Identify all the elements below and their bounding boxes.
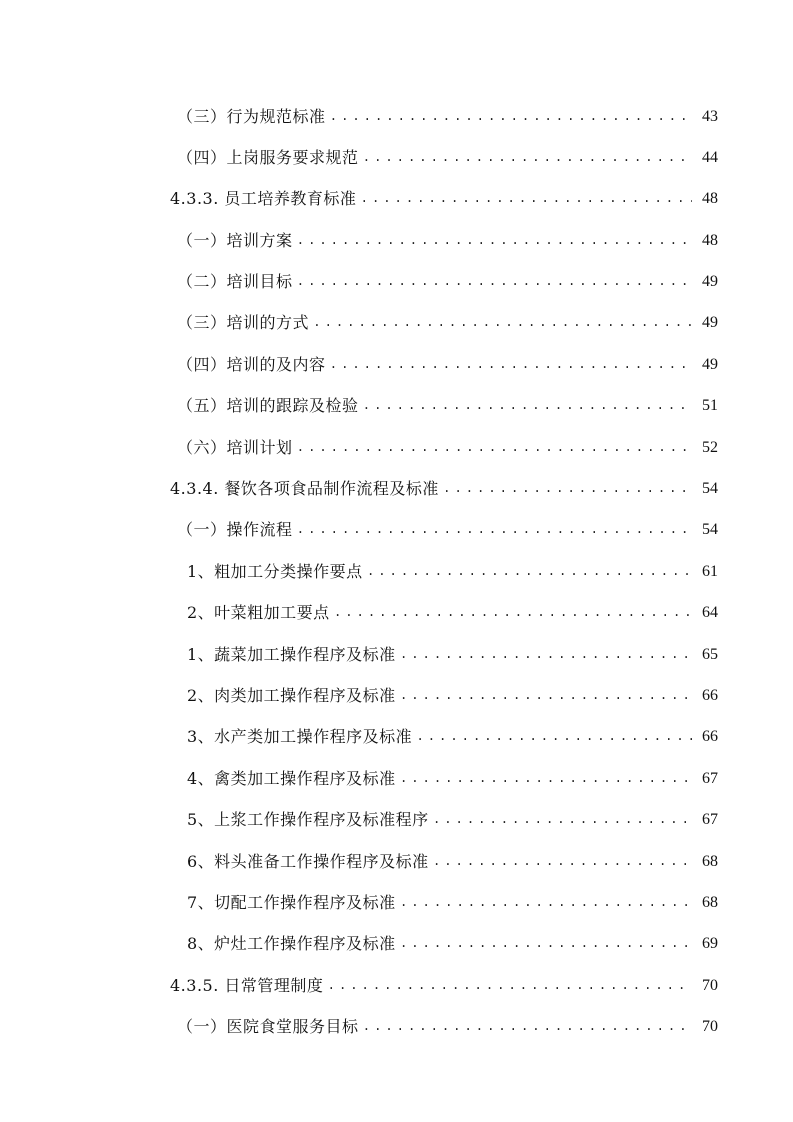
toc-entry[interactable] — [177, 433, 718, 463]
toc-entry-title: 4、禽类加工操作程序及标准 — [187, 769, 396, 788]
toc-entry-page: 68 — [702, 894, 718, 911]
toc-entry-page: 70 — [702, 977, 718, 994]
toc-entry[interactable] — [187, 598, 718, 628]
toc-entry-page: 65 — [702, 646, 718, 663]
toc-entry[interactable] — [177, 1012, 718, 1042]
toc-leader-dots — [363, 1012, 692, 1042]
toc-entry-title: （四）培训的及内容 — [177, 355, 326, 374]
toc-entry-title: 2、叶菜粗加工要点 — [187, 603, 330, 622]
toc-entry-title: （三）培训的方式 — [177, 313, 310, 332]
toc-entry-page: 61 — [702, 563, 718, 580]
toc-entry-page: 49 — [702, 273, 718, 290]
toc-entry-page: 67 — [702, 811, 718, 828]
toc-entry-page: 43 — [702, 108, 718, 125]
toc-entry-page: 54 — [702, 521, 718, 538]
toc-leader-dots — [360, 184, 692, 214]
toc-entry[interactable] — [187, 681, 718, 711]
toc-leader-dots — [330, 350, 692, 380]
toc-entry[interactable] — [170, 971, 718, 1001]
toc-leader-dots — [400, 640, 692, 670]
toc-leader-dots — [400, 764, 692, 794]
toc-entry-page: 67 — [702, 770, 718, 787]
toc-entry-title: （五）培训的跟踪及检验 — [177, 396, 359, 415]
toc-entry[interactable] — [177, 391, 718, 421]
toc-entry-title: 3、水产类加工操作程序及标准 — [187, 727, 413, 746]
toc-entry-page: 54 — [702, 480, 718, 497]
toc-entry-page: 52 — [702, 439, 718, 456]
toc-leader-dots — [433, 847, 692, 877]
toc-leader-dots — [297, 433, 692, 463]
toc-entry-page: 44 — [702, 149, 718, 166]
toc-entry-page: 64 — [702, 604, 718, 621]
toc-entry-title: （一）培训方案 — [177, 231, 293, 250]
toc-entry[interactable] — [170, 474, 718, 504]
toc-entry-title: （六）培训计划 — [177, 438, 293, 457]
toc-leader-dots — [297, 515, 692, 545]
toc-entry-title: 1、蔬菜加工操作程序及标准 — [187, 645, 396, 664]
toc-leader-dots — [367, 557, 692, 587]
toc-entry[interactable] — [187, 764, 718, 794]
toc-leader-dots — [297, 226, 692, 256]
toc-leader-dots — [334, 598, 692, 628]
toc-leader-dots — [416, 722, 692, 752]
toc-leader-dots — [400, 681, 692, 711]
toc-entry-title: 5、上浆工作操作程序及标准程序 — [187, 810, 429, 829]
toc-entry-page: 48 — [702, 190, 718, 207]
toc-entry-page: 66 — [702, 728, 718, 745]
toc-entry-title: （二）培训目标 — [177, 272, 293, 291]
toc-entry[interactable] — [187, 640, 718, 670]
toc-entry-title: （三）行为规范标准 — [177, 107, 326, 126]
toc-leader-dots — [433, 805, 692, 835]
toc-entry-title: 4.3.3. 员工培养教育标准 — [170, 189, 357, 208]
toc-leader-dots — [443, 474, 692, 504]
toc-entry[interactable] — [170, 184, 718, 214]
toc-entry-page: 48 — [702, 232, 718, 249]
toc-entry-title: 1、粗加工分类操作要点 — [187, 562, 363, 581]
toc-entry[interactable] — [177, 515, 718, 545]
toc-entry[interactable] — [187, 805, 718, 835]
toc-leader-dots — [400, 929, 692, 959]
toc-entry[interactable] — [187, 722, 718, 752]
toc-entry-page: 49 — [702, 356, 718, 373]
toc-entry-page: 51 — [702, 397, 718, 414]
toc-entry-title: 4.3.5. 日常管理制度 — [170, 976, 324, 995]
toc-entry[interactable] — [177, 350, 718, 380]
toc-entry-title: 7、切配工作操作程序及标准 — [187, 893, 396, 912]
toc-leader-dots — [327, 971, 692, 1001]
toc-leader-dots — [297, 267, 692, 297]
toc-entry[interactable] — [187, 888, 718, 918]
toc-entry-page: 68 — [702, 853, 718, 870]
toc-entry-page: 69 — [702, 935, 718, 952]
toc-entry-title: （四）上岗服务要求规范 — [177, 148, 359, 167]
toc-entry[interactable] — [187, 929, 718, 959]
toc-entry-title: 6、料头准备工作操作程序及标准 — [187, 852, 429, 871]
toc-entry[interactable] — [177, 102, 718, 132]
toc-leader-dots — [330, 102, 692, 132]
toc-entry[interactable] — [177, 143, 718, 173]
toc-entry-title: 4.3.4. 餐饮各项食品制作流程及标准 — [170, 479, 439, 498]
toc-entry[interactable] — [187, 847, 718, 877]
toc-entry-title: 8、炉灶工作操作程序及标准 — [187, 934, 396, 953]
toc-entry-page: 66 — [702, 687, 718, 704]
toc-entry-title: 2、肉类加工操作程序及标准 — [187, 686, 396, 705]
toc-entry[interactable] — [177, 226, 718, 256]
toc-entry[interactable] — [177, 308, 718, 338]
toc-entry-title: （一）操作流程 — [177, 520, 293, 539]
toc-entry[interactable] — [187, 557, 718, 587]
toc-leader-dots — [363, 391, 692, 421]
toc-entry-page: 70 — [702, 1018, 718, 1035]
toc-leader-dots — [400, 888, 692, 918]
toc-entry-page: 49 — [702, 314, 718, 331]
toc-entry[interactable] — [177, 267, 718, 297]
toc-leader-dots — [363, 143, 692, 173]
toc-leader-dots — [313, 308, 692, 338]
toc-entry-title: （一）医院食堂服务目标 — [177, 1017, 359, 1036]
